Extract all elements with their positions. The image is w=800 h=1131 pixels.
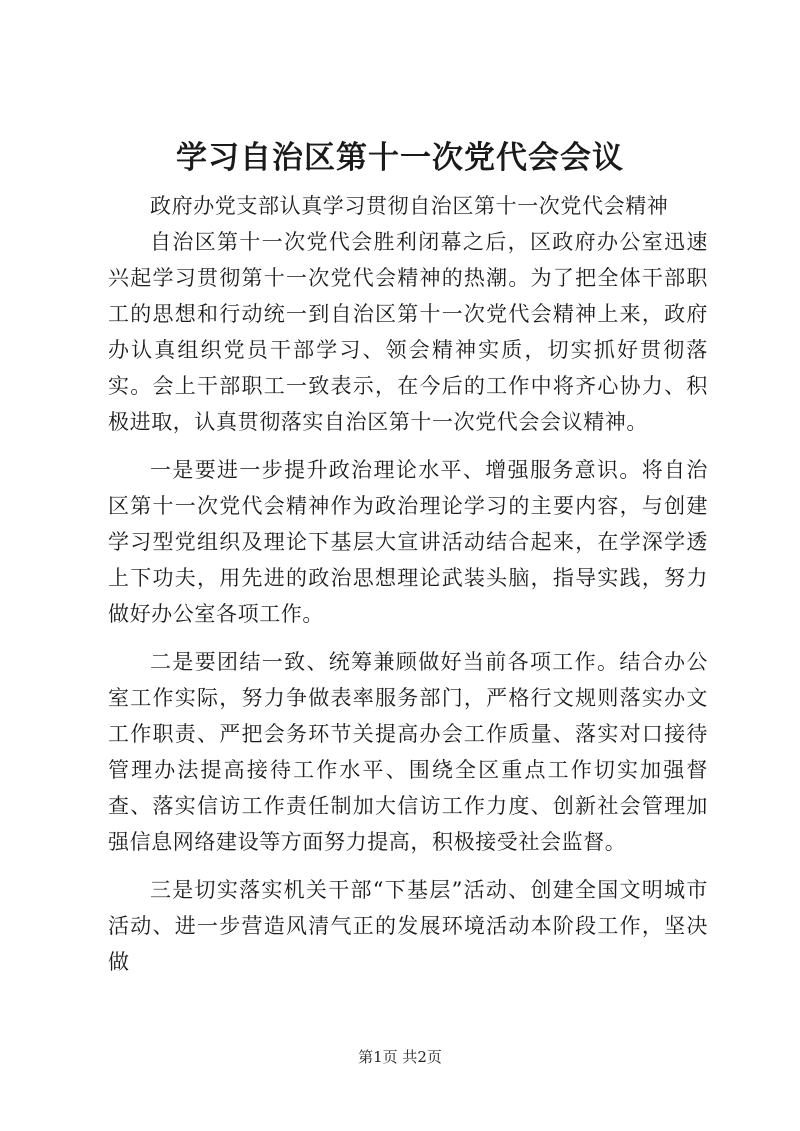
paragraph-spacer — [108, 440, 708, 452]
paragraph-point-two: 二是要团结一致、统筹兼顾做好当前各项工作。结合办公室工作实际，努力争做表率服务部门，严格行文规则落实办文工作职责、严把会务环节关提高办会工作质量、落实对口接待管理办法提高接待工作水平、围绕全区重点工作切实加强督查、落实信访工作责任制加大信访工作力度、创新社会管理加强信息网络建设等方面努力提高，积极接受社会监督。 — [108, 650, 708, 854]
paragraph-point-three: 三是切实落实机关干部“下基层”活动、创建全国文明城市活动、进一步营造风清气正的发展环境活动本阶段工作，坚决做 — [108, 878, 708, 974]
paragraph-spacer — [108, 860, 708, 872]
document-body — [108, 188, 708, 980]
page-footer: 第1页 共2页 — [358, 1048, 442, 1066]
paragraph-point-one: 一是要进一步提升政治理论水平、增强服务意识。将自治区第十一次党代会精神作为政治理论学习的主要内容，与创建学习型党组织及理论下基层大宣讲活动结合起来，在学深学透上下功夫，用先进的政治思想理论武装头脑，指导实践，努力做好办公室各项工作。 — [108, 458, 708, 626]
paragraph-intro: 自治区第十一次党代会胜利闭幕之后，区政府办公室迅速兴起学习贯彻第十一次党代会精神的热潮。为了把全体干部职工的思想和行动统一到自治区第十一次党代会精神上来，政府办认真组织党员干部学习、领会精神实质，切实抓好贯彻落实。会上干部职工一致表示，在今后的工作中将齐心协力、积极进取，认真贯彻落实自治区第十一次党代会会议精神。 — [108, 230, 708, 434]
document-subtitle: 政府办党支部认真学习贯彻自治区第十一次党代会精神 — [150, 194, 669, 218]
document-title: 学习自治区第十一次党代会会议 — [176, 140, 624, 176]
paragraph-spacer — [108, 632, 708, 644]
